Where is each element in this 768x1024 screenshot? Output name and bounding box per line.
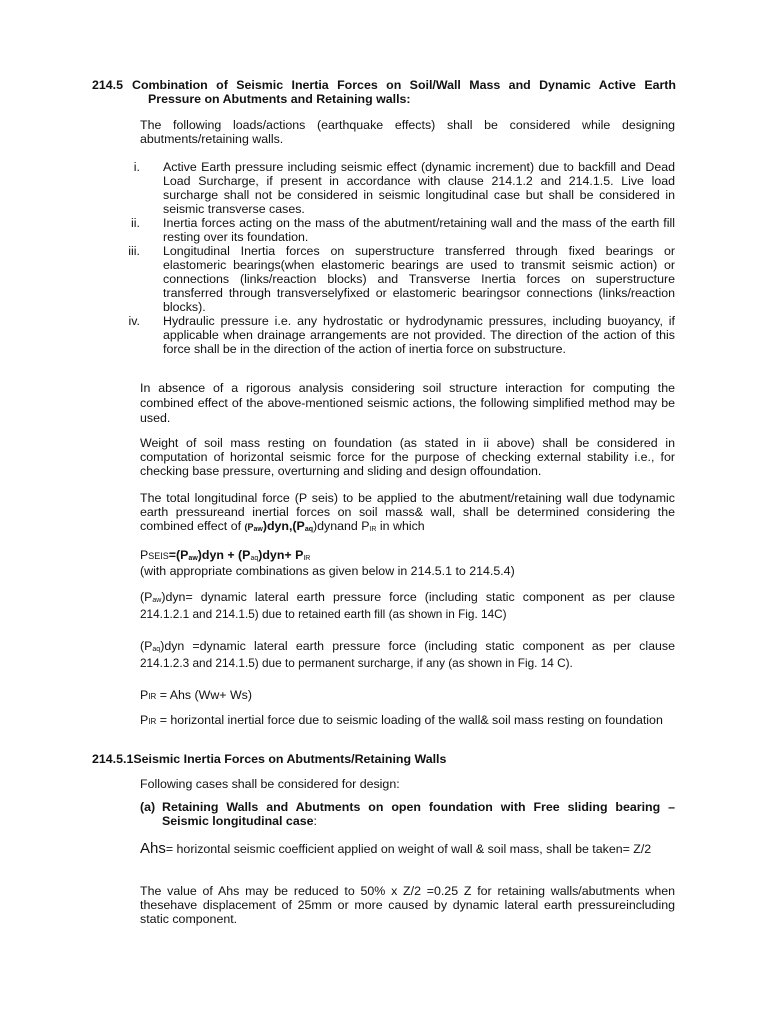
- clause-number: 214.5: [92, 78, 124, 92]
- case-a-label: (a): [140, 800, 156, 814]
- ahs-definition: Ahs= horizontal seismic coefficient applied on weight of wall & soil mass, shall be taken= Z/2: [140, 840, 652, 857]
- paragraph-rigorous-analysis: In absence of a rigorous analysis considering soil structure interaction for computing the combined effect of the above-mentioned seismic actions, the following simplified method may be used.: [140, 381, 675, 425]
- definition-paw: (Paw)dyn= dynamic lateral earth pressure force (including static component as per clause 214.1.2.1 and 214.1.5) due to retained earth fill (as shown in Fig. 14C): [140, 590, 675, 621]
- list-number-2: ii.: [131, 216, 140, 230]
- list-item-4: Hydraulic pressure i.e. any hydrostatic or hydrodynamic pressures, including buoyancy, if applicable when drainage arrangements are not provided. The direction of the action of this force shall be in the direction of the action of inertia force on substructure.: [163, 314, 675, 356]
- formula-note: (with appropriate combinations as given below in 214.5.1 to 214.5.4): [140, 564, 515, 578]
- clause-title-line2: Pressure on Abutments and Retaining walls:: [148, 92, 411, 106]
- clause-heading: [92, 78, 676, 106]
- paragraph-total-force: The total longitudinal force (P seis) to be applied to the abutment/retaining wall due todynamic earth pressureand inertial forces on soil mass& wall, shall be determined considering the combined effect of (Paw)dyn,(Paq)dynand PIR in which: [140, 491, 675, 533]
- pir-definition: PIR = horizontal inertial force due to seismic loading of the wall& soil mass resting on foundation: [140, 713, 663, 727]
- case-a-heading: (a) Retaining Walls and Abutments on open foundation with Free sliding bearing – Seismic longitudinal case:: [140, 800, 675, 828]
- clause-title-line1: Combination of Seismic Inertia Forces on Soil/Wall Mass and Dynamic Active Earth: [132, 78, 676, 92]
- list-number-3: iii.: [128, 244, 140, 258]
- section-heading: 214.5.1Seismic Inertia Forces on Abutments/Retaining Walls: [92, 752, 447, 766]
- list-number-4: iv.: [128, 314, 140, 328]
- list-number-1: i.: [133, 160, 140, 174]
- list-item-1: Active Earth pressure including seismic effect (dynamic increment) due to backfill and Dead Load Surcharge, if present in accordance with clause 214.1.2 and 214.1.5. Live load surcharge shall not be considered in seismic longitudinal case but shall be considered in seismic transverse cases.: [163, 160, 675, 216]
- paragraph-soil-mass: Weight of soil mass resting on foundation (as stated in ii above) shall be considered in computation of horizontal seismic force for the purpose of checking external stability i.e., for checking base pressure, overturning and sliding and design offoundation.: [140, 436, 675, 478]
- cases-intro: Following cases shall be considered for design:: [140, 777, 400, 791]
- pir-equation: PIR = Ahs (Ww+ Ws): [140, 688, 252, 702]
- list-item-2: Inertia forces acting on the mass of the abutment/retaining wall and the mass of the earth fill resting over its foundation.: [163, 216, 675, 244]
- definition-paq: (Paq)dyn =dynamic lateral earth pressure force (including static component as per clause 214.1.2.3 and 214.1.5) due to permanent surcharge, if any (as shown in Fig. 14 C).: [140, 639, 675, 670]
- pseis-formula: PSEIS=(Paw)dyn + (Paq)dyn+ PIR (with appropriate combinations as given below in 214.5.1 to 214.5.4): [140, 548, 675, 578]
- final-paragraph: The value of Ahs may be reduced to 50% x Z/2 =0.25 Z for retaining walls/abutments when thesehave displacement of 25mm or more caused by dynamic lateral earth pressureincluding static component.: [140, 884, 675, 926]
- intro-paragraph: The following loads/actions (earthquake effects) shall be considered while designing abutments/retaining walls.: [140, 118, 675, 146]
- list-item-3: Longitudinal Inertia forces on superstructure transferred through fixed bearings or elastomeric bearings(when elastomeric bearings are used to transmit seismic action) or connections (links/reaction blocks) and Transverse Inertia forces on superstructure transferred through transverselyfixed or elastomeric bearingsor connections (links/reaction blocks).: [163, 244, 675, 314]
